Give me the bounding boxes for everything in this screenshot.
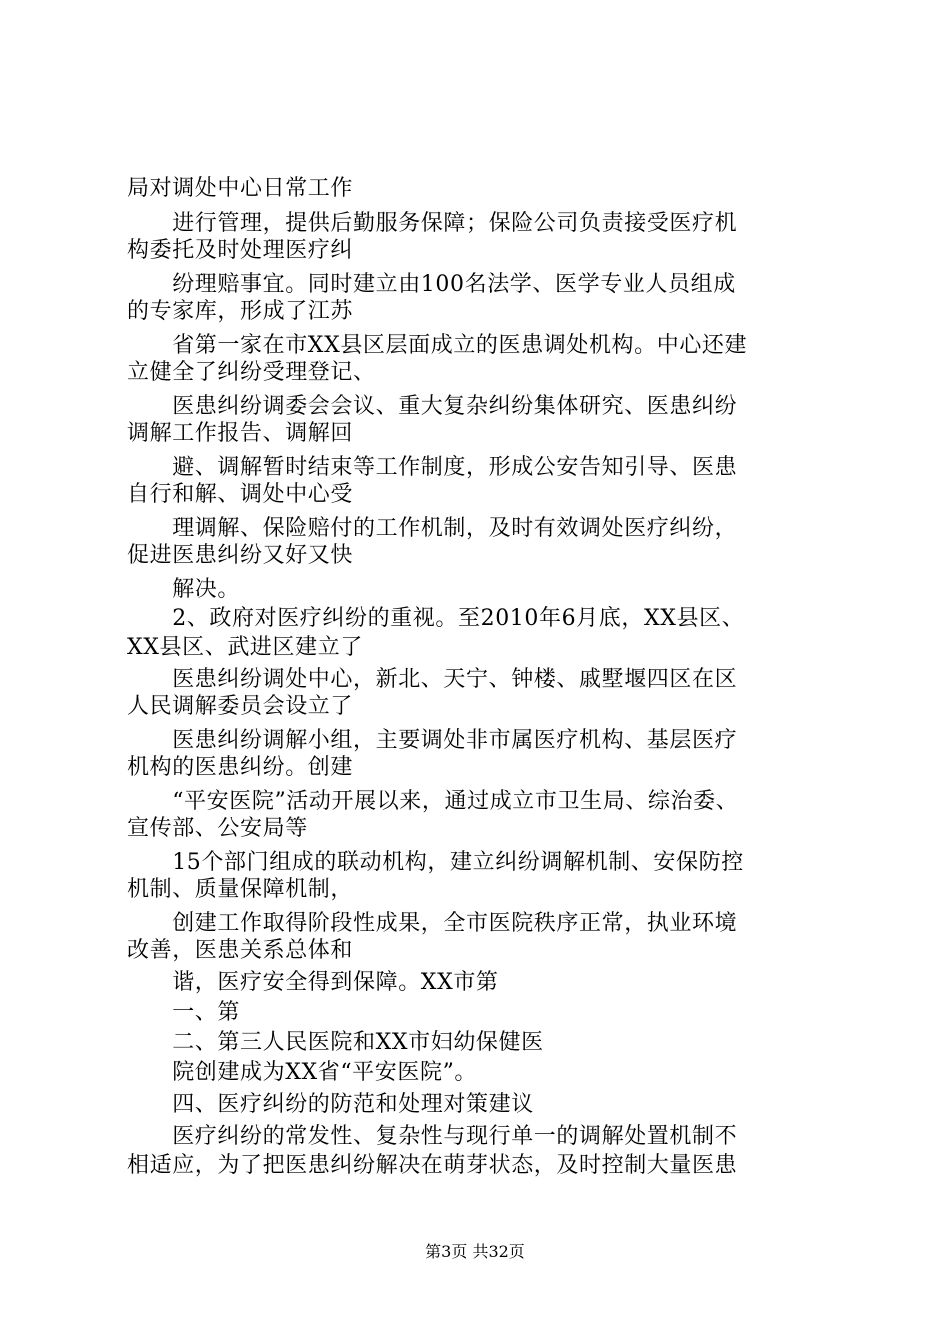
text-line: 创建工作取得阶段性成果，全市医院秩序正常，执业环境 <box>127 911 738 936</box>
text-line: 机构的医患纠纷。创建 <box>127 755 354 780</box>
text-line: 省第一家在市XX县区层面成立的医患调处机构。中心还建 <box>127 333 748 358</box>
text-line: 促进医患纠纷又好又快 <box>127 543 354 568</box>
text-line: 相适应，为了把医患纠纷解决在萌芽状态，及时控制大量医患 <box>127 1153 738 1178</box>
text-line: 机制、质量保障机制， <box>127 877 354 902</box>
text-line: 立健全了纠纷受理登记、 <box>127 360 376 385</box>
text-line: 二、第三人民医院和XX市妇幼保健医 <box>127 1030 544 1055</box>
text-line: 纷理赔事宜。同时建立由100名法学、医学专业人员组成 <box>127 272 736 297</box>
text-line: 构委托及时处理医疗纠 <box>127 238 354 263</box>
text-line: 宣传部、公安局等 <box>127 816 308 841</box>
page-number-footer: 第3页 共32页 <box>425 1242 525 1261</box>
text-line: 调解工作报告、调解回 <box>127 421 354 446</box>
text-line: “平安医院”活动开展以来，通过成立市卫生局、综治委、 <box>127 789 739 814</box>
text-line: 15个部门组成的联动机构，建立纠纷调解机制、安保防控 <box>127 850 744 875</box>
text-line: 四、医疗纠纷的防范和处理对策建议 <box>127 1092 534 1117</box>
text-line: 2、政府对医疗纠纷的重视。至2010年6月底，XX县区、 <box>127 606 745 631</box>
text-line: 医疗纠纷的常发性、复杂性与现行单一的调解处置机制不 <box>127 1124 738 1149</box>
text-line: 医患纠纷调解小组，主要调处非市属医疗机构、基层医疗 <box>127 728 738 753</box>
text-line: 人民调解委员会设立了 <box>127 694 354 719</box>
text-line: 避、调解暂时结束等工作制度，形成公安告知引导、医患 <box>127 455 738 480</box>
text-line: 谐，医疗安全得到保障。XX市第 <box>127 970 499 995</box>
text-line: 院创建成为XX省“平安医院”。 <box>127 1060 478 1085</box>
text-line: 改善，医患关系总体和 <box>127 938 354 963</box>
text-line: 的专家库，形成了江苏 <box>127 299 354 324</box>
text-line: XX县区、武进区建立了 <box>127 635 363 660</box>
text-line: 一、第 <box>127 1000 241 1025</box>
text-line: 局对调处中心日常工作 <box>127 176 354 201</box>
text-line: 进行管理，提供后勤服务保障；保险公司负责接受医疗机 <box>127 211 738 236</box>
text-line: 自行和解、调处中心受 <box>127 482 354 507</box>
text-line: 医患纠纷调委会会议、重大复杂纠纷集体研究、医患纠纷 <box>127 394 738 419</box>
text-line: 医患纠纷调处中心，新北、天宁、钟楼、戚墅堰四区在区 <box>127 667 738 692</box>
text-line: 理调解、保险赔付的工作机制，及时有效调处医疗纠纷， <box>127 516 738 541</box>
text-line: 解决。 <box>127 577 241 602</box>
